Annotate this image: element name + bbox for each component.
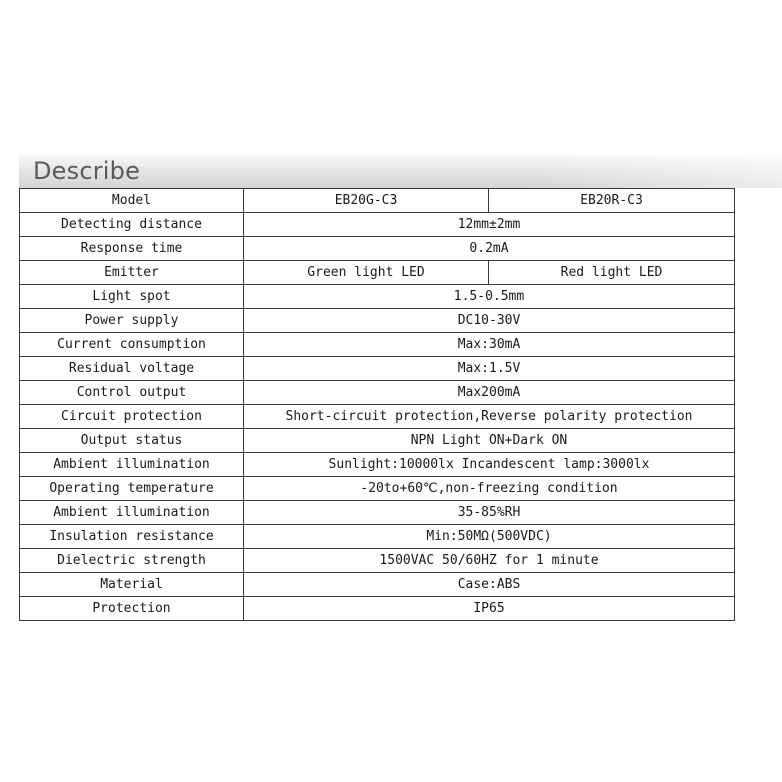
table-row — [20, 405, 735, 429]
spec-label: Power supply — [20, 309, 244, 333]
spec-label: Emitter — [20, 261, 244, 285]
table-row — [20, 525, 735, 549]
table-row — [20, 237, 735, 261]
section-title: Describe — [33, 157, 141, 185]
table-row — [20, 381, 735, 405]
spec-label: Dielectric strength — [20, 549, 244, 573]
spec-label: Residual voltage — [20, 357, 244, 381]
spec-value: 12mm±2mm — [244, 213, 735, 237]
spec-value: 0.2mA — [244, 237, 735, 261]
spec-value: 35-85%RH — [244, 501, 735, 525]
spec-label: Model — [20, 189, 244, 213]
table-row — [20, 309, 735, 333]
table-row — [20, 213, 735, 237]
spec-label: Insulation resistance — [20, 525, 244, 549]
table-row — [20, 501, 735, 525]
spec-value: Short-circuit protection,Reverse polarity protection — [244, 405, 735, 429]
spec-value: Sunlight:10000lx Incandescent lamp:3000lx — [244, 453, 735, 477]
table-row — [20, 285, 735, 309]
table-row — [20, 597, 735, 621]
spec-value: IP65 — [244, 597, 735, 621]
table-row — [20, 261, 735, 285]
spec-label: Circuit protection — [20, 405, 244, 429]
spec-value: 1500VAC 50/60HZ for 1 minute — [244, 549, 735, 573]
spec-value: EB20R-C3 — [489, 189, 735, 213]
spec-value: Green light LED — [244, 261, 489, 285]
table-row — [20, 333, 735, 357]
spec-label: Output status — [20, 429, 244, 453]
spec-value: Max200mA — [244, 381, 735, 405]
spec-value: Case:ABS — [244, 573, 735, 597]
spec-value: 1.5-0.5mm — [244, 285, 735, 309]
spec-label: Ambient illumination — [20, 453, 244, 477]
spec-value: -20to+60℃,non-freezing condition — [244, 477, 735, 501]
spec-label: Protection — [20, 597, 244, 621]
spec-value: EB20G-C3 — [244, 189, 489, 213]
table-row — [20, 357, 735, 381]
table-row — [20, 189, 735, 213]
spec-label: Control output — [20, 381, 244, 405]
spec-label: Operating temperature — [20, 477, 244, 501]
spec-label: Light spot — [20, 285, 244, 309]
spec-label: Current consumption — [20, 333, 244, 357]
table-row — [20, 549, 735, 573]
spec-label: Ambient illumination — [20, 501, 244, 525]
table-row — [20, 477, 735, 501]
spec-value: Max:1.5V — [244, 357, 735, 381]
spec-value: Max:30mA — [244, 333, 735, 357]
spec-value: NPN Light ON+Dark ON — [244, 429, 735, 453]
spec-value: Red light LED — [489, 261, 735, 285]
section-header — [19, 155, 782, 188]
spec-value: Min:50MΩ(500VDC) — [244, 525, 735, 549]
table-row — [20, 453, 735, 477]
table-row — [20, 573, 735, 597]
spec-value: DC10-30V — [244, 309, 735, 333]
table-row — [20, 429, 735, 453]
spec-label: Detecting distance — [20, 213, 244, 237]
spec-label: Material — [20, 573, 244, 597]
spec-label: Response time — [20, 237, 244, 261]
spec-table — [19, 188, 735, 621]
